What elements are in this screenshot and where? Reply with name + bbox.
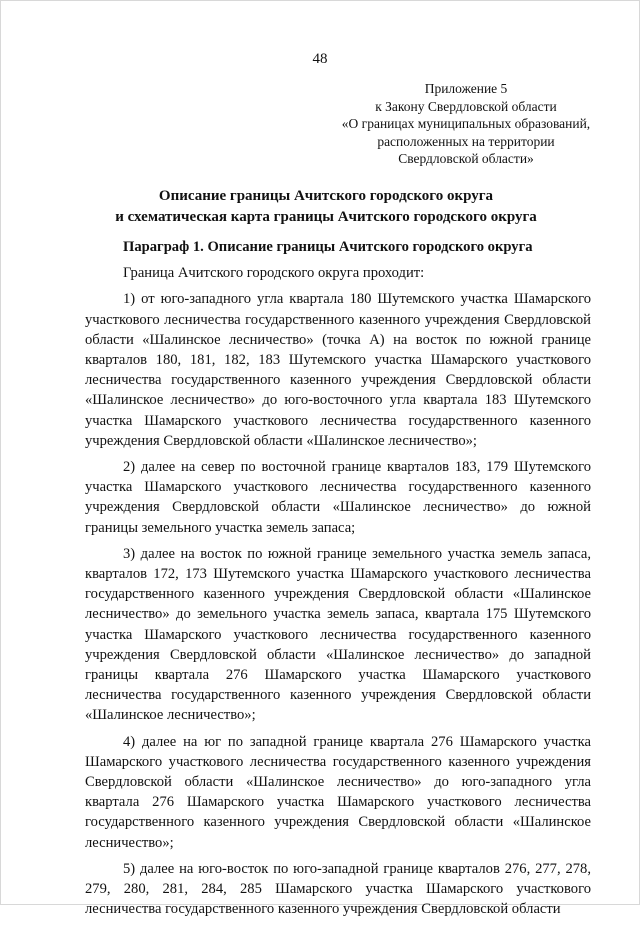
section-heading: Параграф 1. Описание границы Ачитского городского округа bbox=[123, 239, 533, 255]
document-body bbox=[85, 237, 591, 926]
appendix-line: Приложение 5 bbox=[424, 81, 508, 96]
appendix-line: Свердловской области» bbox=[398, 151, 534, 166]
page-number: 48 bbox=[312, 51, 328, 67]
boundary-item-3: 3) далее на восток по южной границе земельного участка земель запаса, кварталов 172, 173 Шутемского участка Шамарского участкового лесничества государственного казенного учреждения Свердловской области «Шалинское лесничество» до земельного участка земель запаса, квартала 175 Шутемского участка Шамарского участкового лесничества государственного казенного учреждения Свердловской области «Шалинское лесничество» до западной границы квартала 276 Шамарского участка Шамарского участкового лесничества государственного казенного учреждения Свердловской области «Шалинское лесничество»; bbox=[85, 545, 591, 724]
document-title bbox=[81, 186, 571, 228]
boundary-item-4: 4) далее на юг по западной границе квартала 276 Шамарского участка Шамарского участкового лесничества государственного казенного учреждения Свердловской области «Шалинское лесничество» до юго-западного угла квартала 276 Шамарского участка Шамарского участкового лесничества государственного казенного учреждения Свердловской области «Шалинское лесничество»; bbox=[85, 733, 591, 851]
appendix-header bbox=[331, 80, 601, 168]
appendix-line: «О границах муниципальных образований, bbox=[341, 116, 591, 131]
boundary-item-5: 5) далее на юго-восток по юго-западной границе кварталов 276, 277, 278, 279, 280, 281, 284, 285 Шамарского участка Шамарского участкового лесничества государственного казенного учреждения Свердловской области bbox=[85, 860, 591, 918]
title-line-1: Описание границы Ачитского городского округа bbox=[158, 188, 494, 204]
appendix-line: к Закону Свердловской области bbox=[375, 98, 557, 114]
intro-paragraph: Граница Ачитского городского округа проходит: bbox=[123, 265, 425, 282]
boundary-item-1: 1) от юго-западного угла квартала 180 Шутемского участка Шамарского участкового лесничества государственного казенного учреждения Свердловской области «Шалинское лесничество» (точка А) на восток по южной границе кварталов 180, 181, 182, 183 Шутемского участка Шамарского участкового лесничества государственного казенного учреждения Свердловской области «Шалинское лесничество» до юго-восточного угла квартала 183 Шутемского участка Шамарского участкового лесничества государственного казенного учреждения Свердловской области «Шалинское лесничество»; bbox=[85, 291, 591, 449]
appendix-line: расположенных на территории bbox=[377, 133, 555, 149]
title-line-2: и схематическая карта границы Ачитского городского округа bbox=[115, 209, 537, 225]
boundary-item-2: 2) далее на север по восточной границе кварталов 183, 179 Шутемского участка Шамарского участкового лесничества государственного казенного учреждения Свердловской области «Шалинское лесничество» до южной границы земельного участка земель запаса; bbox=[85, 459, 591, 536]
